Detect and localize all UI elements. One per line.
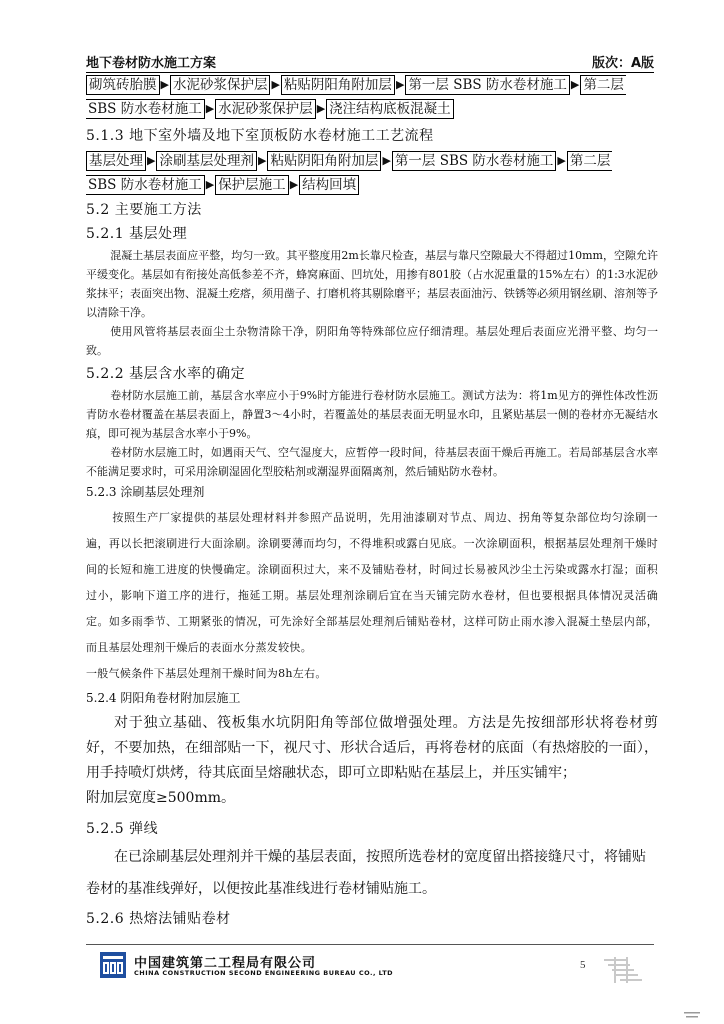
- arrow-right-icon: ▶: [147, 154, 156, 167]
- section-heading-5-1-3: 5.1.3 地下室外墙及地下室顶板防水卷材施工工艺流程: [86, 128, 434, 144]
- section-heading-5-2-4: 5.2.4 阴阳角卷材附加层施工: [86, 691, 241, 705]
- version-label: 版次：A版: [591, 56, 654, 71]
- arrow-right-icon: ▶: [316, 102, 326, 115]
- flow-step: 水泥砂浆保护层: [170, 75, 271, 95]
- paragraph: 混凝土基层表面应平整，均匀一致。其平整度用2m长靠尺检查，基层与靠尺空隙最大不得超过10mm，空隙允许平缓变化。基层如有衔接处高低参差不齐，蜂窝麻面、凹坑处，用掺有801胶（占水泥重量的15%左右）的1:3水泥砂浆抹平；表面突出物、混凝土疙瘩，须用凿子、打磨机将其剔除磨平；基层表面油污、铁锈等必须用钢丝刷、溶剂等予以清除干净。: [86, 249, 658, 319]
- flow-step: 基层处理: [86, 151, 146, 171]
- arrow-right-icon: ▶: [160, 78, 169, 91]
- flow-step: 第二层: [567, 151, 613, 171]
- paragraph: 卷材防水层施工时，如遇雨天气、空气湿度大，应暂停一段时间，待基层表面干燥后再施工。若局部基层含水率不能满足要求时，可采用涂刷湿固化型胶粘剂或潮湿界面隔离剂，然后铺贴防水卷材。: [86, 446, 658, 478]
- page-header: [86, 50, 654, 73]
- arrow-right-icon: ▶: [205, 178, 215, 191]
- company-name-en: CHINA CONSTRUCTION SECOND ENGINEERING BUREAU CO., LTD: [134, 969, 394, 977]
- company-logo-icon: [100, 952, 126, 978]
- flow-wall-roof-row1: [86, 150, 658, 172]
- paragraph: 卷材防水层施工前，基层含水率应小于9%时方能进行卷材防水层施工。测试方法为：将1m见方的弹性体改性沥青防水卷材覆盖在基层表面上，静置3～4小时，若覆盖处的基层表面无明显水印，且紧贴基层一侧的卷材亦无凝结水痕，即可视为基层含水率小于9%。: [86, 389, 658, 440]
- flow-bottom-slab-row2: [86, 98, 658, 120]
- paragraph: 附加层宽度≥500mm。: [86, 790, 236, 806]
- arrow-right-icon: ▶: [257, 154, 267, 167]
- section-heading-5-2-3: 5.2.3 涂刷基层处理剂: [86, 485, 205, 499]
- arrow-right-icon: ▶: [271, 78, 280, 91]
- flow-step: 保护层施工: [215, 175, 289, 195]
- flow-step: 第二层: [580, 75, 626, 95]
- flow-step: 结构回填: [299, 175, 359, 195]
- decorative-bars-icon: [594, 955, 654, 985]
- page-number: 5: [580, 959, 586, 971]
- paragraph: 对于独立基础、筏板集水坑阴阳角等部位做增强处理。方法是先按细部形状将卷材剪好，不要加热，在细部贴一下，视尺寸、形状合适后，再将卷材的底面（有热熔胶的一面），用手持喷灯烘烤，待其底面呈熔融状态，即可立即粘贴在基层上，并压实铺牢；: [86, 715, 658, 781]
- company-name-cn: 中国建筑第二工程局有限公司: [134, 956, 317, 971]
- arrow-right-icon: ▶: [289, 178, 299, 191]
- flow-step: 第一层 SBS 防水卷材施工: [392, 151, 557, 171]
- paragraph: 在已涂刷基层处理剂并干燥的基层表面，按照所选卷材的宽度留出搭接缝尺寸，将铺贴卷材的基准线弹好，以便按此基准线进行卷材铺贴施工。: [86, 849, 646, 897]
- corner-mark-icon: [684, 1010, 700, 1020]
- flow-step: 浇注结构底板混凝土: [326, 99, 454, 119]
- page-content: [86, 74, 658, 931]
- arrow-right-icon: ▶: [557, 154, 566, 167]
- flow-step: 水泥砂浆保护层: [215, 99, 316, 119]
- flow-wall-roof-row2: [86, 174, 658, 196]
- paragraph: 按照生产厂家提供的基层处理材料并参照产品说明，先用油漆刷对节点、周边、拐角等复杂部位均匀涂刷一遍，再以长把滚刷进行大面涂刷。涂刷要薄而均匀，不得堆积或露白见底。一次涂刷面积，根据基层处理剂干燥时间的长短和施工进度的快慢确定。涂刷面积过大，来不及铺贴卷材，时间过长易被风沙尘土污染或露水打湿；面积过小，影响下道工序的进行，拖延工期。基层处理剂涂刷后宜在当天铺完防水卷材，但也要根据具体情况灵活确定。如多雨季节、工期紧张的情况，可先涂好全部基层处理剂后铺贴卷材，这样可防止雨水渗入混凝土垫层内部，而且基层处理剂干燥后的表面水分蒸发较快。: [86, 511, 658, 654]
- paragraph: 一般气候条件下基层处理剂干燥时间为8h左右。: [86, 667, 327, 680]
- arrow-right-icon: ▶: [395, 78, 405, 91]
- section-heading-5-2-5: 5.2.5 弹线: [86, 821, 159, 837]
- flow-step: 粘贴阴阳角附加层: [281, 75, 395, 95]
- flow-step: SBS 防水卷材施工: [86, 99, 205, 119]
- arrow-right-icon: ▶: [205, 102, 215, 115]
- arrow-right-icon: ▶: [570, 78, 580, 91]
- flow-step: 砌筑砖胎膜: [86, 75, 160, 95]
- section-heading-5-2-2: 5.2.2 基层含水率的确定: [86, 366, 246, 382]
- page-footer: [86, 944, 654, 985]
- flow-step: 第一层 SBS 防水卷材施工: [405, 75, 570, 95]
- paragraph: 使用风管将基层表面尘土杂物清除干净，阴阳角等特殊部位应仔细清理。基层处理后表面应光滑平整、均匀一致。: [86, 325, 658, 357]
- flow-step: SBS 防水卷材施工: [86, 175, 205, 195]
- section-heading-5-2-1: 5.2.1 基层处理: [86, 226, 188, 242]
- flow-bottom-slab-row1: [86, 74, 658, 96]
- flow-step: 涂刷基层处理剂: [156, 151, 257, 171]
- section-heading-5-2-6: 5.2.6 热熔法铺贴卷材: [86, 911, 231, 927]
- flow-step: 粘贴阴阳角附加层: [267, 151, 381, 171]
- arrow-right-icon: ▶: [382, 154, 391, 167]
- document-title: 地下卷材防水施工方案: [86, 56, 217, 71]
- section-heading-5-2: 5.2 主要施工方法: [86, 202, 202, 218]
